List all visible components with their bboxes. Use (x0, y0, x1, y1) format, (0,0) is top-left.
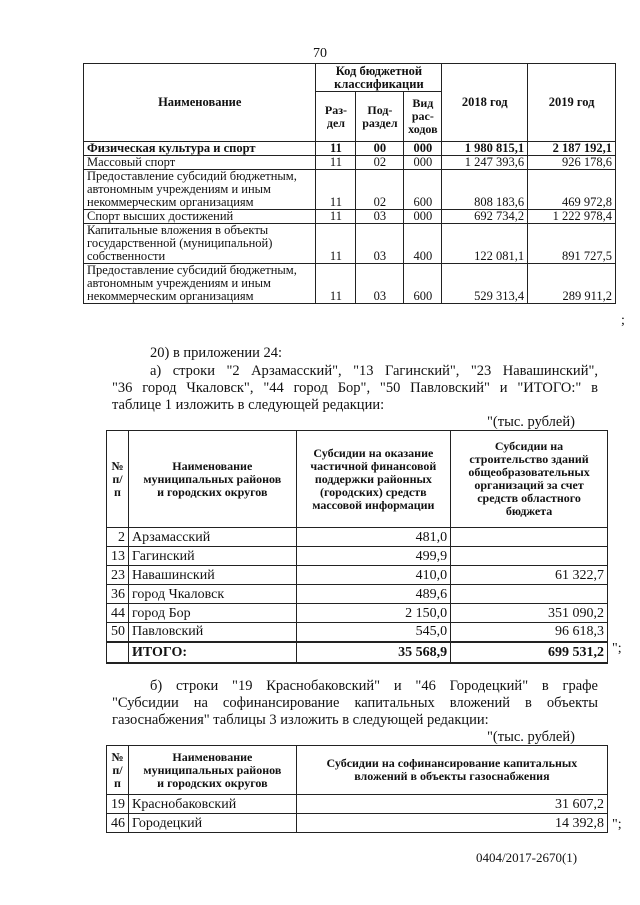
header-expense-type: Вид рас- ходов (404, 92, 442, 142)
paragraph-b-line-2: "Субсидии на софинансирование капитальных вложений в объекты (112, 695, 598, 711)
subsidies-table-3 (106, 745, 608, 833)
header-code-group: Код бюджетной классификации (316, 64, 442, 92)
units-label-1: "(тыс. рублей) (487, 414, 575, 430)
paragraph-a-line-3: таблице 1 изложить в следующей редакции: (112, 397, 385, 413)
header-num: № п/п (107, 746, 129, 795)
total-row: ИТОГО: 35 568,9 699 531,2 (107, 642, 608, 663)
table3-end-mark: "; (612, 817, 622, 832)
table-row: 23 Навашинский 410,0 61 322,7 (107, 566, 608, 585)
table-row: 19 Краснобаковский 31 607,2 (107, 795, 608, 814)
header-gas-subsidies: Субсидии на софинансирование капитальных вложений в объекты газоснабжения (296, 746, 607, 795)
header-name: Наименование (84, 64, 316, 142)
table1-end-mark: ; (621, 313, 625, 328)
subsidies-table-1 (106, 430, 608, 664)
table-row: Предоставление субсидий бюджетным, автономным учреждениям и иным некоммерческим организациям 11 03 600 529 313,4 289 911,2 (84, 264, 616, 304)
header-name: Наименование муниципальных районов и городских округов (128, 431, 296, 528)
table-row: Капитальные вложения в объекты государственной (муниципальной) собственности 11 03 400 122 081,1 891 727,5 (84, 224, 616, 264)
header-2019: 2019 год (528, 64, 616, 142)
header-section: Раз- дел (316, 92, 356, 142)
table-row: Массовый спорт 11 02 000 1 247 393,6 926 178,6 (84, 156, 616, 170)
table-row: 50 Павловский 545,0 96 618,3 (107, 623, 608, 642)
paragraph-a-line-2: "36 город Чкаловск", "44 город Бор", "50 Павловский" и "ИТОГО:" в (112, 380, 598, 396)
header-num: № п/п (107, 431, 129, 528)
table-row: 44 город Бор 2 150,0 351 090,2 (107, 604, 608, 623)
document-code: 0404/2017-2670(1) (476, 850, 578, 865)
page-number: 70 (313, 46, 327, 61)
table2-end-mark: "; (612, 641, 622, 656)
paragraph-b-line-1: б) строки "19 Краснобаковский" и "46 Городецкий" в графе (150, 678, 598, 694)
table-row: Физическая культура и спорт 11 00 000 1 980 815,1 2 187 192,1 (84, 142, 616, 156)
table-row: Предоставление субсидий бюджетным, автономным учреждениям и иным некоммерческим организациям 11 02 600 808 183,6 469 972,8 (84, 170, 616, 210)
header-subsection: Под- раздел (356, 92, 404, 142)
paragraph-a-line-1: а) строки "2 Арзамасский", "13 Гагинский", "23 Навашинский", (150, 363, 598, 379)
header-media-subsidies: Субсидии на оказание частичной финансовой поддержки районных (городских) средств массовой информации (296, 431, 451, 528)
table-row: 2 Арзамасский 481,0 (107, 528, 608, 547)
header-school-subsidies: Субсидии на строительство зданий общеобразовательных организаций за счет средств областного бюджета (451, 431, 608, 528)
header-name: Наименование муниципальных районов и городских округов (128, 746, 296, 795)
table-row: 46 Городецкий 14 392,8 (107, 814, 608, 833)
paragraph-20: 20) в приложении 24: (150, 345, 283, 361)
table-row: 36 город Чкаловск 489,6 (107, 585, 608, 604)
units-label-2: "(тыс. рублей) (487, 729, 575, 745)
table-row: 13 Гагинский 499,9 (107, 547, 608, 566)
header-2018: 2018 год (442, 64, 528, 142)
budget-table (83, 63, 616, 304)
paragraph-b-line-3: газоснабжения" таблицы 3 изложить в следующей редакции: (112, 712, 489, 728)
table-row: Спорт высших достижений 11 03 000 692 734,2 1 222 978,4 (84, 210, 616, 224)
